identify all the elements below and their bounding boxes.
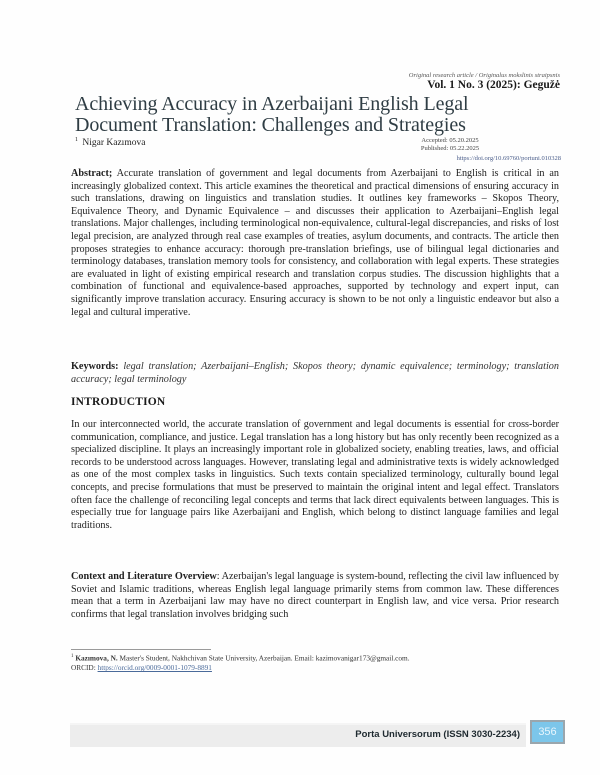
keywords-label: Keywords: <box>71 361 119 372</box>
published-date: Published: 05.22.2025 <box>420 144 480 152</box>
article-title <box>75 94 555 136</box>
footnote-divider <box>71 649 211 650</box>
page-number: 356 <box>530 720 565 744</box>
footnote-author: Kazımova, N. <box>75 653 118 663</box>
orcid-label: ORCID: <box>71 663 96 673</box>
context-paragraph <box>71 571 559 621</box>
abstract-label: Abstract; <box>71 168 113 179</box>
title-line-1: Achieving Accuracy in Azerbaijani English Legal <box>75 93 469 115</box>
footnote-text: Master's Student, Nakhchivan State University, Azerbaijan. Email: kazimovanigar173@gmail.com. <box>119 653 410 663</box>
keywords-text: legal translation; Azerbaijani–English; Skopos theory; dynamic equivalence; terminology; translation accuracy; legal terminology <box>71 361 559 385</box>
context-label: Context and Literature Overview <box>71 571 217 582</box>
publication-dates <box>380 137 520 152</box>
doi-link[interactable]: https://doi.org/10.69760/portuni.010328 <box>456 155 561 162</box>
introduction-paragraph: In our interconnected world, the accurate translation of government and legal documents is essential for cross-border communication, compliance, and justice. Legal translation has a long history but has only recently been recognized as a specialized discipline. It plays an increasingly important role in globalized society, enabling treaties, laws, and official records to be understood across languages. However, translating legal and administrative texts is widely acknowledged as one of the most complex tasks in linguistics. Such texts contain specialized terminology, culturally bound legal concepts, and precise formulations that must be preserved to maintain the original intent and legal effect. Translators often face the challenge of reconciling legal concepts and terms that lack direct equivalents between languages. This is especially true for language pairs like Azerbaijani and English, which belong to distinct language families and legal traditions. <box>71 419 559 531</box>
footnote <box>71 652 559 673</box>
journal-name: Porta Universorum (ISSN 3030-2234) <box>355 729 520 740</box>
article-type-label: Original research article / Originalus mokslinis straipsnis <box>408 72 560 79</box>
introduction-heading: INTRODUCTION <box>71 396 166 408</box>
author-line <box>75 137 145 148</box>
accepted-date: Accepted: 05.20.2025 <box>421 137 479 144</box>
author-name: Nigar Kazımova <box>82 138 146 149</box>
orcid-link[interactable]: https://orcid.org/0009-0001-1079-8891 <box>97 663 212 673</box>
abstract-text: Accurate translation of government and legal documents from Azerbaijani to English is critical in an increasingly globalized context. This article examines the theoretical and practical dimensions of ensuring accuracy in such translations, drawing on linguistics and translation studies. It outlines key frameworks – Skopos Theory, Equivalence Theory, and Dynamic Equivalence – and discusses their application to Azerbaijani–English legal translations. Major challenges, including terminological non-equivalence, cultural-legal discrepancies, and risks of lost legal precision, are analyzed through real case examples of treaties, asylum documents, and contracts. The article then proposes strategies to enhance accuracy: thorough pre-translation briefings, use of bilingual legal dictionaries and terminology databases, translation memory tools for consistency, and collaboration with legal experts. These strategies are evaluated in light of existing empirical research and translation corpus studies. The discussion highlights that a combination of functional and equivalence-based approaches, supported by technology and expert input, can significantly improve translation accuracy. Ensuring accuracy is shown to be not only a linguistic endeavor but also a legal and cultural imperative. <box>71 168 559 318</box>
keywords <box>71 361 559 386</box>
volume-issue: Vol. 1 No. 3 (2025): Gegužė <box>427 79 560 91</box>
abstract <box>71 168 559 319</box>
context-text: : Azerbaijan's legal language is system-bound, reflecting the civil law influenced by Soviet and Islamic traditions, whereas English legal language primarily stems from common law. These differences mean that a term in Azerbaijani law may have no direct counterpart in English law, and vice versa. Prior research confirms that legal translation involves bridging such <box>71 571 560 620</box>
title-line-2: Document Translation: Challenges and Strategies <box>75 114 466 136</box>
author-footnote-marker: 1 <box>75 137 78 143</box>
footnote-marker: 1 <box>71 654 74 659</box>
